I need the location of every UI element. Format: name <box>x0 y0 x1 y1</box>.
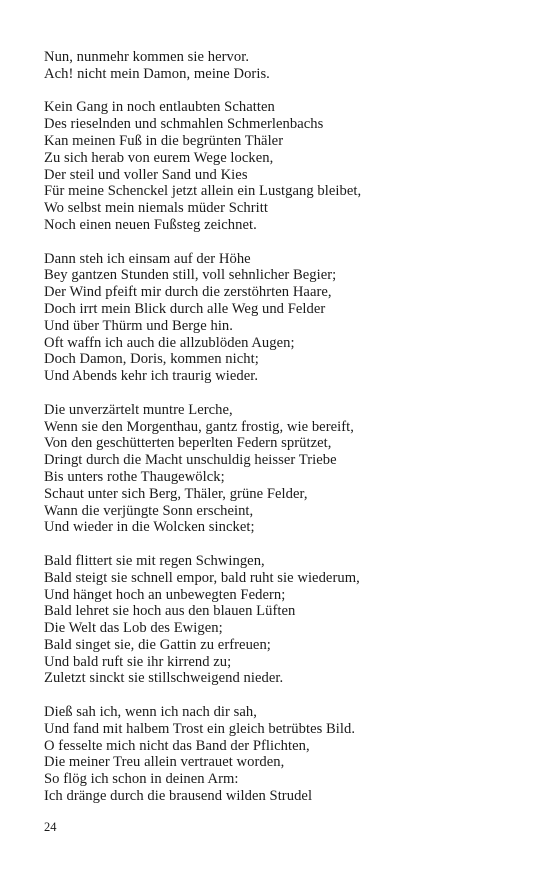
poem-line: Bald lehret sie hoch aus den blauen Lüften <box>44 603 296 620</box>
poem-line: Kein Gang in noch entlaubten Schatten <box>44 99 275 116</box>
poem-line: Dringt durch die Macht unschuldig heisser Triebe <box>44 452 337 469</box>
poem-line: Der steil und voller Sand und Kies <box>44 166 248 183</box>
poem-line: Die unverzärtelt muntre Lerche, <box>44 401 233 418</box>
stanza <box>44 49 514 83</box>
poem-line: Doch Damon, Doris, kommen nicht; <box>44 351 259 368</box>
poem-line: Und Abends kehr ich traurig wieder. <box>44 368 259 385</box>
poem-line: Die Welt das Lob des Ewigen; <box>44 620 223 637</box>
poem-line: Bis unters rothe Thaugewölck; <box>44 468 225 485</box>
poem-line: Zuletzt sinckt sie stillschweigend nieder. <box>44 670 284 687</box>
poem-line: Die meiner Treu allein vertrauet worden, <box>44 754 285 771</box>
stanza <box>44 553 514 687</box>
poem-line: Doch irrt mein Blick durch alle Weg und Felder <box>44 300 326 317</box>
poem-line: Schaut unter sich Berg, Thäler, grüne Felder, <box>44 485 308 502</box>
stanza <box>44 704 514 805</box>
poem-line: So flög ich schon in deinen Arm: <box>44 771 239 788</box>
stanza <box>44 99 514 233</box>
poem-line: O fesselte mich nicht das Band der Pflichten, <box>44 737 310 754</box>
page-number: 24 <box>44 820 57 834</box>
stanza <box>44 251 514 385</box>
poem-line: Ich dränge durch die brausend wilden Strudel <box>44 788 313 805</box>
poem-line: Des rieselnden und schmahlen Schmerlenbachs <box>44 116 324 133</box>
poem-line: Wann die verjüngte Sonn erscheint, <box>44 502 254 519</box>
stanza <box>44 402 514 536</box>
poem-line: Noch einen neuen Fußsteg zeichnet. <box>44 216 257 233</box>
poem-line: Wo selbst mein niemals müder Schritt <box>44 200 268 217</box>
poem-line: Kan meinen Fuß in die begrünten Thäler <box>44 132 284 149</box>
poem-line: Ach! nicht mein Damon, meine Doris. <box>44 65 270 82</box>
poem-page <box>44 49 514 822</box>
poem-line: Zu sich herab von eurem Wege locken, <box>44 149 274 166</box>
poem-line: Bey gantzen Stunden still, voll sehnlicher Begier; <box>44 267 337 284</box>
poem-line: Und bald ruft sie ihr kirrend zu; <box>44 653 232 670</box>
poem-line: Und wieder in die Wolcken sincket; <box>44 519 255 536</box>
poem-line: Wenn sie den Morgenthau, gantz frostig, wie bereift, <box>44 418 354 435</box>
poem-line: Und fand mit halbem Trost ein gleich betrübtes Bild. <box>44 720 356 737</box>
poem-line: Oft waffn ich auch die allzublöden Augen; <box>44 334 295 351</box>
poem-line: Und über Thürm und Berge hin. <box>44 317 233 334</box>
poem-line: Bald singet sie, die Gattin zu erfreuen; <box>44 636 271 653</box>
poem-line: Nun, nunmehr kommen sie hervor. <box>44 49 250 65</box>
poem-line: Der Wind pfeift mir durch die zerstöhrten Haare, <box>44 284 332 301</box>
poem-line: Dann steh ich einsam auf der Höhe <box>44 250 251 267</box>
poem-line: Von den geschütterten beperlten Federn sprützet, <box>44 435 332 452</box>
poem-line: Dieß sah ich, wenn ich nach dir sah, <box>44 704 257 721</box>
poem-line: Und hänget hoch an unbewegten Federn; <box>44 586 286 603</box>
poem-line: Bald steigt sie schnell empor, bald ruht sie wiederum, <box>44 569 360 586</box>
poem-line: Bald flittert sie mit regen Schwingen, <box>44 552 265 569</box>
poem-line: Für meine Schenckel jetzt allein ein Lustgang bleibet, <box>44 183 362 200</box>
